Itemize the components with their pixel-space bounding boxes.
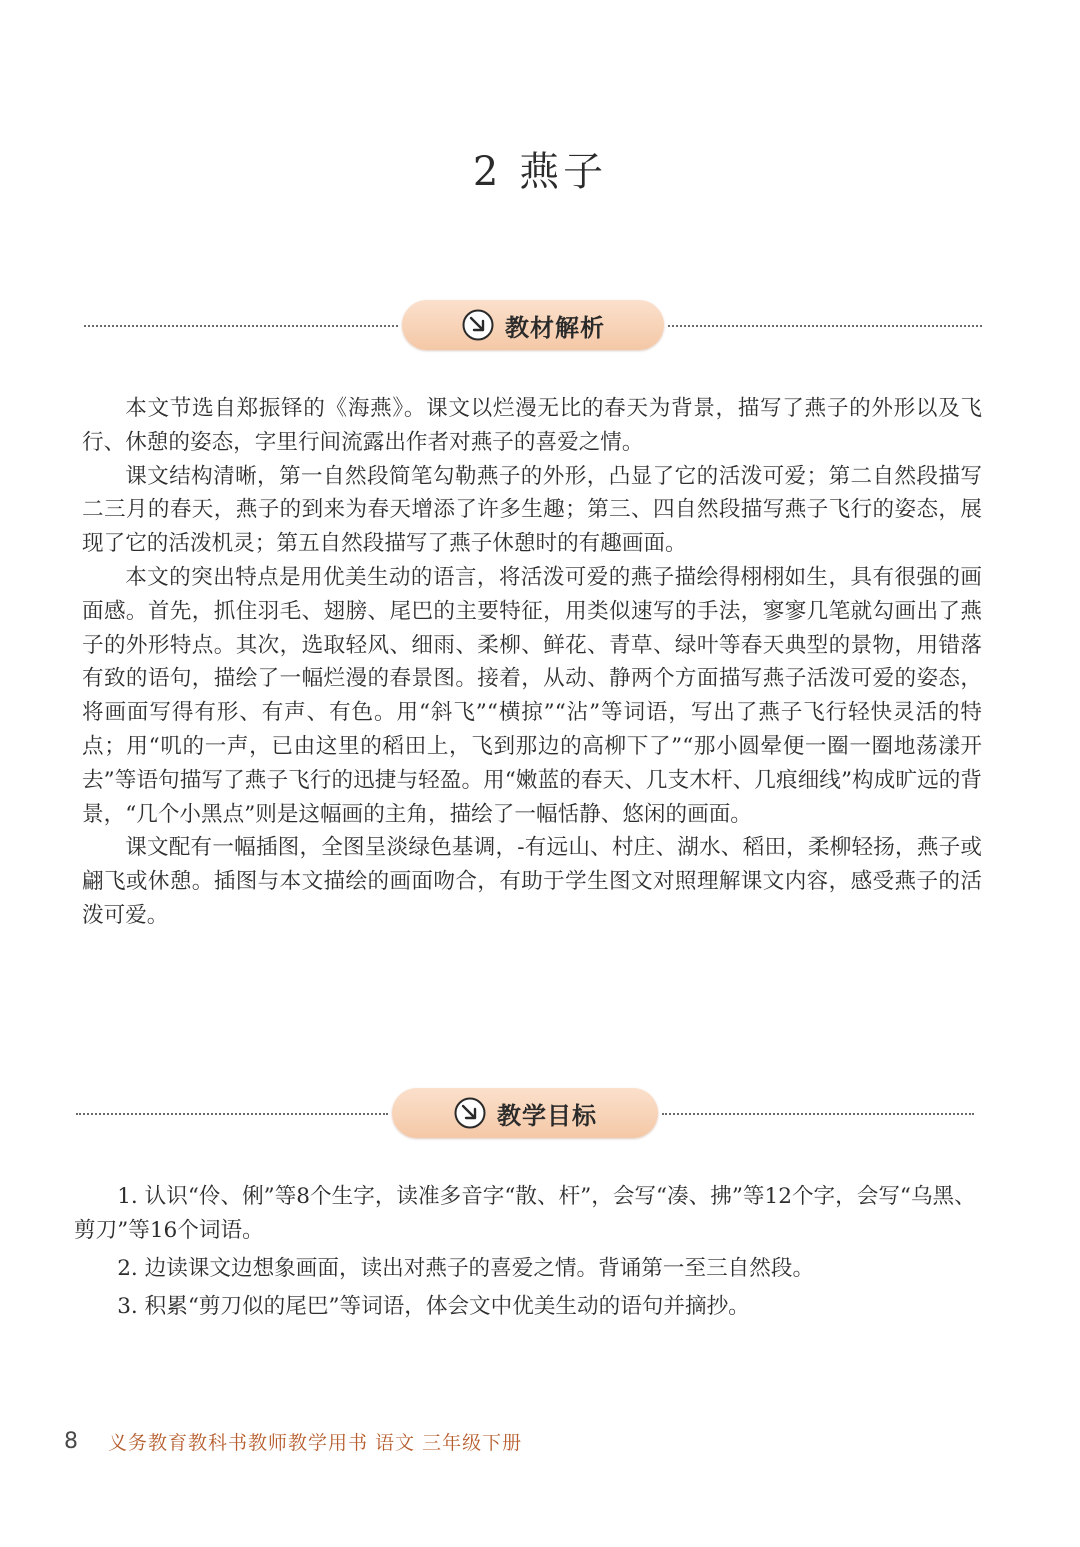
- dotted-rule-right: [668, 325, 982, 327]
- section-header-analysis: [0, 300, 1080, 352]
- page-footer: [64, 1424, 522, 1458]
- book-title: 义务教育教科书教师教学用书 语文 三年级下册: [108, 1431, 523, 1454]
- section-pill-objectives: [392, 1088, 658, 1138]
- section-header-objectives: [0, 1088, 1080, 1140]
- section-label-analysis: 教材解析: [505, 313, 605, 342]
- dotted-rule-right: [662, 1113, 974, 1115]
- analysis-paragraph: 课文配有一幅插图，全图呈淡绿色基调，-有远山、村庄、湖水、稻田，柔柳轻扬，燕子或翩飞或休憩。插图与本文描绘的画面吻合，有助于学生图文对照理解课文内容，感受燕子的活泼可爱。: [82, 835, 982, 928]
- objective-item: 1. 认识“伶、俐”等8个生字，读准多音字“散、杆”，会写“凑、拂”等12个字，会写“乌黑、剪刀”等16个词语。: [74, 1184, 976, 1243]
- analysis-paragraph: 课文结构清晰，第一自然段简笔勾勒燕子的外形，凸显了它的活泼可爱；第二自然段描写二三月的春天，燕子的到来为春天增添了许多生趣；第三、四自然段描写燕子飞行的姿态，展现了它的活泼机灵；第五自然段描写了燕子休憩时的有趣画面。: [82, 463, 982, 557]
- dotted-rule-left: [76, 1113, 388, 1115]
- section-pill-analysis: [402, 300, 664, 350]
- dotted-rule-left: [84, 325, 398, 327]
- objective-item: 2. 边读课文边想象画面，读出对燕子的喜爱之情。背诵第一至三自然段。: [117, 1256, 815, 1281]
- page-number: 8: [64, 1428, 78, 1454]
- objective-item: 3. 积累“剪刀似的尾巴”等词语，体会文中优美生动的语句并摘抄。: [117, 1294, 750, 1319]
- analysis-text: [82, 392, 982, 933]
- lesson-title: 2 燕子: [472, 149, 608, 195]
- analysis-paragraph: 本文的突出特点是用优美生动的语言，将活泼可爱的燕子描绘得栩栩如生，具有很强的画面感。首先，抓住羽毛、翅膀、尾巴的主要特征，用类似速写的手法，寥寥几笔就勾画出了燕子的外形特点。其次，选取轻风、细雨、柔柳、鲜花、青草、绿叶等春天典型的景物，用错落有致的语句，描绘了一幅烂漫的春景图。接着，从动、静两个方面描写燕子活泼可爱的姿态，将画面写得有形、有声、有色。用“斜飞”“横掠”“沾”等词语，写出了燕子飞行轻快灵活的特点；用“叽的一声，已由这里的稻田上，飞到那边的高柳下了”“那小圆晕便一圈一圈地荡漾开去”等语句描写了燕子飞行的迅捷与轻盈。用“嫩蓝的春天、几支木杆、几痕细线”构成旷远的背景，“几个小黑点”则是这幅画的主角，描绘了一幅恬静、悠闲的画面。: [82, 564, 982, 827]
- arrow-circle-icon: [461, 308, 495, 342]
- arrow-circle-icon: [453, 1096, 487, 1130]
- analysis-paragraph: 本文节选自郑振铎的《海燕》。课文以烂漫无比的春天为背景，描写了燕子的外形以及飞行、休憩的姿态，字里行间流露出作者对燕子的喜爱之情。: [82, 396, 982, 455]
- section-label-objectives: 教学目标: [497, 1101, 597, 1130]
- objectives-list: [74, 1180, 980, 1328]
